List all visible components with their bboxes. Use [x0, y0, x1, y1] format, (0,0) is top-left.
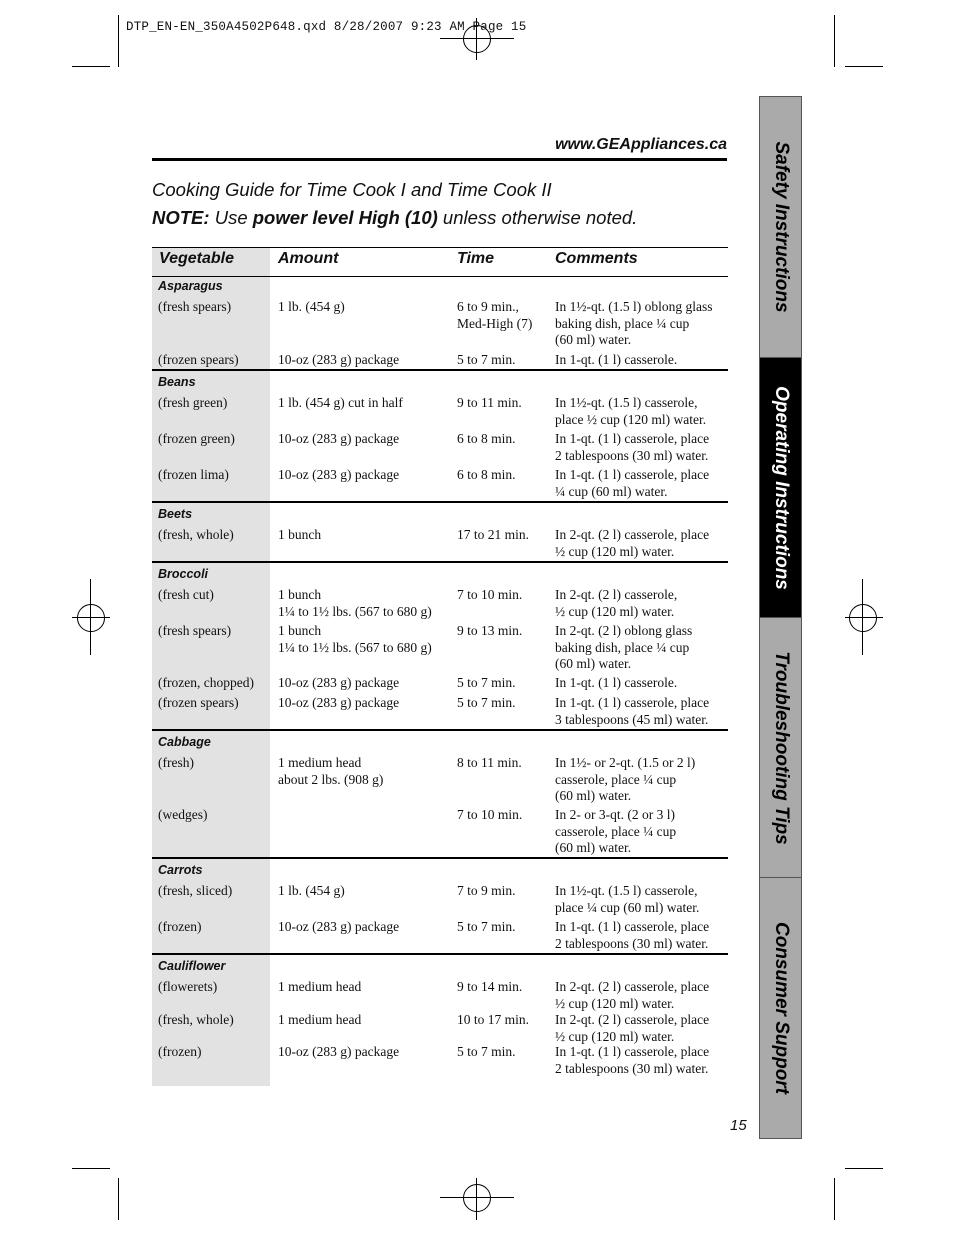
- time-cell: 8 to 11 min.: [457, 755, 522, 770]
- amount-cell: 1 bunch 1¼ to 1½ lbs. (567 to 680 g): [278, 587, 432, 619]
- comments-cell: In 2-qt. (2 l) casserole, ½ cup (120 ml) water.: [555, 587, 678, 619]
- comments-cell: In 2-qt. (2 l) casserole, place ½ cup (120 ml) water.: [555, 527, 710, 559]
- comments-cell: In 1-qt. (1 l) casserole.: [555, 352, 678, 367]
- vegetable-item-cell: (frozen green): [158, 431, 235, 446]
- group-divider: [152, 561, 728, 563]
- comments-cell: In 1½-qt. (1.5 l) casserole, place ½ cup (120 ml) water.: [555, 395, 707, 427]
- amount-cell: 1 lb. (454 g) cut in half: [278, 395, 403, 410]
- guide-title: Cooking Guide for Time Cook I and Time Cook II: [152, 179, 552, 200]
- note-prefix: NOTE:: [152, 207, 210, 228]
- vegetable-item-cell: (fresh, whole): [158, 527, 234, 542]
- time-cell: 5 to 7 min.: [457, 675, 516, 690]
- header-rule: [152, 158, 727, 161]
- note-line: [152, 207, 637, 229]
- amount-cell: 10-oz (283 g) package: [278, 431, 400, 446]
- time-cell: 7 to 10 min.: [457, 807, 523, 822]
- group-divider: [152, 953, 728, 955]
- comments-cell: In 1½-qt. (1.5 l) casserole, place ¼ cup (60 ml) water.: [555, 883, 700, 915]
- header-comments: Comments: [555, 250, 638, 267]
- vegetable-item-cell: (fresh cut): [158, 587, 214, 602]
- amount-cell: 10-oz (283 g) package: [278, 1044, 400, 1059]
- vegetable-item-cell: (fresh, whole): [158, 1012, 234, 1027]
- vegetable-item-cell: (flowerets): [158, 979, 218, 994]
- amount-cell: 10-oz (283 g) package: [278, 352, 400, 367]
- group-divider: [152, 369, 728, 371]
- comments-cell: In 2-qt. (2 l) casserole, place ½ cup (120 ml) water.: [555, 1012, 710, 1044]
- note-text-after: unless otherwise noted.: [437, 207, 638, 228]
- time-cell: 10 to 17 min.: [457, 1012, 530, 1027]
- cooking-guide-table: [152, 247, 728, 1086]
- vegetable-item-cell: (fresh spears): [158, 623, 232, 638]
- amount-cell: 10-oz (283 g) package: [278, 695, 400, 710]
- time-cell: 6 to 8 min.: [457, 431, 516, 446]
- comments-cell: In 1-qt. (1 l) casserole, place 2 tablespoons (30 ml) water.: [555, 431, 710, 463]
- vegetable-item-cell: (frozen): [158, 1044, 202, 1059]
- table-header-bottom-rule: [152, 276, 728, 277]
- comments-cell: In 2-qt. (2 l) casserole, place ½ cup (120 ml) water.: [555, 979, 710, 1011]
- time-cell: 9 to 11 min.: [457, 395, 522, 410]
- vegetable-group-label: Asparagus: [158, 279, 223, 293]
- comments-cell: In 2- or 3-qt. (2 or 3 l) casserole, place ¼ cup (60 ml) water.: [555, 807, 677, 855]
- time-cell: 9 to 13 min.: [457, 623, 523, 638]
- vegetable-item-cell: (frozen): [158, 919, 202, 934]
- comments-cell: In 1-qt. (1 l) casserole, place 2 tablespoons (30 ml) water.: [555, 1044, 710, 1076]
- vegetable-item-cell: (frozen spears): [158, 695, 239, 710]
- comments-cell: In 1-qt. (1 l) casserole, place ¼ cup (60 ml) water.: [555, 467, 710, 499]
- vegetable-group-label: Carrots: [158, 863, 203, 877]
- vegetable-item-cell: (wedges): [158, 807, 208, 822]
- vegetable-group-label: Beans: [158, 375, 196, 389]
- comments-cell: In 1½- or 2-qt. (1.5 or 2 l) casserole, place ¼ cup (60 ml) water.: [555, 755, 696, 803]
- website-link[interactable]: www.GEAppliances.ca: [555, 136, 727, 153]
- group-divider: [152, 729, 728, 731]
- time-cell: 17 to 21 min.: [457, 527, 530, 542]
- side-tab-consumer-support[interactable]: [759, 877, 802, 1139]
- comments-cell: In 2-qt. (2 l) oblong glass baking dish, place ¼ cup (60 ml) water.: [555, 623, 693, 671]
- time-cell: 5 to 7 min.: [457, 1044, 516, 1059]
- side-tab-operating-instructions[interactable]: [759, 357, 802, 619]
- time-cell: 6 to 8 min.: [457, 467, 516, 482]
- amount-cell: 10-oz (283 g) package: [278, 675, 400, 690]
- vegetable-item-cell: (fresh): [158, 755, 194, 770]
- side-tab-label: Troubleshooting Tips: [770, 651, 792, 845]
- vegetable-item-cell: (fresh green): [158, 395, 228, 410]
- vegetable-group-label: Beets: [158, 507, 193, 521]
- vegetable-group-label: Cabbage: [158, 735, 211, 749]
- note-emphasis: power level High (10): [252, 207, 438, 228]
- side-tab-label: Safety Instructions: [770, 141, 792, 313]
- note-text-before: Use: [209, 207, 253, 228]
- time-cell: 7 to 10 min.: [457, 587, 523, 602]
- vegetable-item-cell: (frozen spears): [158, 352, 239, 367]
- side-tab-label: Operating Instructions: [770, 386, 792, 590]
- time-cell: 5 to 7 min.: [457, 695, 516, 710]
- amount-cell: 1 lb. (454 g): [278, 299, 345, 314]
- vegetable-item-cell: (frozen lima): [158, 467, 229, 482]
- side-tab-safety-instructions[interactable]: [759, 96, 802, 358]
- comments-cell: In 1½-qt. (1.5 l) oblong glass baking dish, place ¼ cup (60 ml) water.: [555, 299, 713, 347]
- time-cell: 6 to 9 min., Med-High (7): [457, 299, 533, 331]
- print-slug: DTP_EN-EN_350A4502P648.qxd 8/28/2007 9:23 AM Page 15: [126, 20, 527, 34]
- amount-cell: 1 medium head about 2 lbs. (908 g): [278, 755, 384, 787]
- side-tab-label: Consumer Support: [770, 921, 792, 1095]
- time-cell: 7 to 9 min.: [457, 883, 516, 898]
- group-divider: [152, 501, 728, 503]
- vegetable-item-cell: (fresh spears): [158, 299, 232, 314]
- comments-cell: In 1-qt. (1 l) casserole, place 2 tablespoons (30 ml) water.: [555, 919, 710, 951]
- vegetable-item-cell: (frozen, chopped): [158, 675, 254, 690]
- group-divider: [152, 857, 728, 859]
- side-tab-troubleshooting-tips[interactable]: [759, 617, 802, 879]
- page-number: 15: [730, 1117, 747, 1134]
- amount-cell: 1 bunch 1¼ to 1½ lbs. (567 to 680 g): [278, 623, 432, 655]
- amount-cell: 10-oz (283 g) package: [278, 919, 400, 934]
- amount-cell: 1 medium head: [278, 979, 362, 994]
- table-header-top-rule: [152, 247, 728, 248]
- time-cell: 5 to 7 min.: [457, 352, 516, 367]
- header-amount: Amount: [278, 250, 339, 267]
- vegetable-group-label: Broccoli: [158, 567, 209, 581]
- amount-cell: 1 medium head: [278, 1012, 362, 1027]
- time-cell: 5 to 7 min.: [457, 919, 516, 934]
- header-vegetable: Vegetable: [159, 250, 234, 267]
- header-time: Time: [457, 250, 495, 267]
- vegetable-group-label: Cauliflower: [158, 959, 226, 973]
- vegetable-item-cell: (fresh, sliced): [158, 883, 233, 898]
- amount-cell: 1 lb. (454 g): [278, 883, 345, 898]
- comments-cell: In 1-qt. (1 l) casserole, place 3 tablespoons (45 ml) water.: [555, 695, 710, 727]
- time-cell: 9 to 14 min.: [457, 979, 523, 994]
- amount-cell: 1 bunch: [278, 527, 322, 542]
- comments-cell: In 1-qt. (1 l) casserole.: [555, 675, 678, 690]
- amount-cell: 10-oz (283 g) package: [278, 467, 400, 482]
